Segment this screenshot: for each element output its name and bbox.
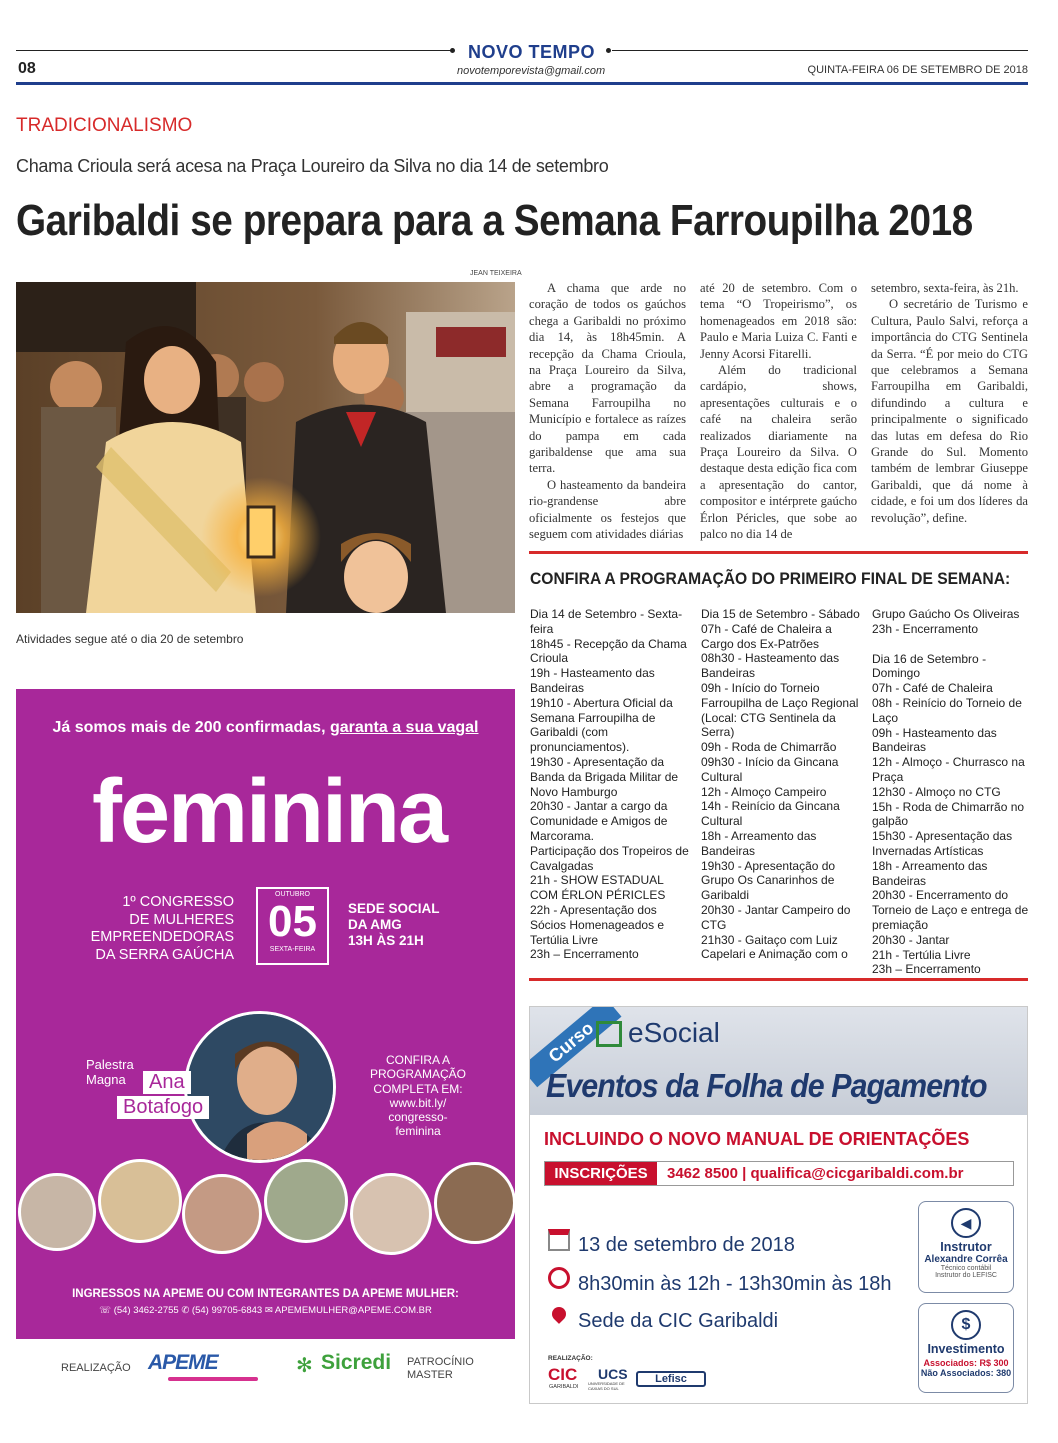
date-day: 05 bbox=[268, 897, 317, 946]
program-item: Participação dos Tropeiros de Cavalgadas bbox=[530, 843, 689, 873]
event-date: 13 de setembro de 2018 bbox=[578, 1234, 795, 1256]
program-column-1 bbox=[530, 607, 690, 962]
program-item: 23h – Encerramento bbox=[530, 947, 639, 962]
inscricoes-bar[interactable] bbox=[544, 1161, 1014, 1186]
program-item: 18h - Arreamento das Bandeiras bbox=[701, 828, 817, 858]
program-item: 15h - Roda de Chimarrão no galpão bbox=[872, 799, 1025, 829]
feminina-ad[interactable] bbox=[16, 689, 515, 1339]
phone-icon: ☏ bbox=[99, 1305, 112, 1316]
program-spacer bbox=[872, 637, 1032, 652]
url-line: congresso- bbox=[388, 1110, 448, 1125]
congress-line: DE MULHERES bbox=[129, 911, 234, 928]
instrutor-card bbox=[918, 1201, 1014, 1293]
dollar-icon: $ bbox=[951, 1310, 981, 1340]
program-top-rule bbox=[529, 551, 1028, 554]
cic-logo-sub: GARIBALDI bbox=[549, 1384, 579, 1390]
location-icon bbox=[549, 1304, 569, 1324]
program-item: 14h - Reinício da Gincana Cultural bbox=[701, 799, 840, 829]
ad-title: Eventos da Folha de Pagamento bbox=[546, 1067, 987, 1104]
article-column-3 bbox=[871, 280, 1028, 526]
cic-logo: CIC bbox=[548, 1365, 578, 1384]
curso-ribbon: Curso bbox=[529, 1006, 621, 1087]
date-month: OUTUBRO bbox=[275, 891, 310, 898]
program-item: 19h - Hasteamento das Bandeiras bbox=[530, 666, 655, 695]
event-url[interactable] bbox=[366, 1096, 470, 1139]
article-headline: Garibaldi se prepara para a Semana Farroupilha 2018 bbox=[16, 196, 973, 245]
ad-top-lead: Já somos mais de 200 confirmadas, bbox=[52, 719, 326, 736]
program-item: 20h30 - Jantar bbox=[872, 932, 950, 947]
program-item: 21h - SHOW ESTADUAL COM ÉRLON PÉRICLES bbox=[530, 873, 666, 903]
inscricoes-label: INSCRIÇÕES bbox=[545, 1162, 657, 1185]
confira-line: CONFIRA A bbox=[385, 1053, 450, 1067]
congress-line: DA SERRA GAÚCHA bbox=[95, 946, 234, 963]
program-item: 20h30 - Jantar Campeiro do CTG bbox=[701, 902, 851, 932]
venue-line: SEDE SOCIAL bbox=[348, 901, 440, 916]
instrutor-name: Alexandre Corrêa bbox=[924, 1254, 1008, 1265]
article-subtitle: Chama Crioula será acesa na Praça Loureiro da Silva no dia 14 de setembro bbox=[16, 156, 609, 176]
ucs-logo-sub: UNIVERSIDADE DE CAXIAS DO SUL bbox=[588, 1381, 625, 1391]
venue-lines bbox=[348, 901, 440, 949]
article-column-1 bbox=[529, 280, 686, 543]
ad-top-text bbox=[16, 719, 515, 737]
palestra-label: Palestra Magna bbox=[86, 1057, 134, 1087]
program-item: 18h - Arreamento das Bandeiras bbox=[872, 858, 988, 888]
program-item: 19h30 - Apresentação da Banda da Brigada Militar de Novo Hamburgo bbox=[530, 754, 679, 799]
speaker-photo bbox=[184, 1011, 336, 1163]
mail-icon: ✉ bbox=[264, 1305, 273, 1316]
event-time: 8h30min às 12h - 13h30min às 18h bbox=[578, 1273, 892, 1295]
url-line: feminina bbox=[395, 1124, 441, 1139]
program-item: 22h - Apresentação dos Sócios Homenageados e Tertúlia Livre bbox=[530, 902, 665, 947]
section-tag: TRADICIONALISMO bbox=[16, 115, 193, 136]
program-item: 09h - Início do Torneio Farroupilha de Laço Regional (Local: CTG Sentinela da Serra) bbox=[701, 680, 859, 740]
congress-line: 1º CONGRESSO bbox=[122, 894, 234, 910]
header-dot-right bbox=[606, 48, 611, 53]
program-item: 15h30 - Apresentação das Invernadas Artísticas bbox=[872, 829, 1013, 858]
speaker-icon: ◀ bbox=[951, 1208, 981, 1238]
invest-assoc: Associados: R$ 300 bbox=[923, 1358, 1009, 1368]
header-rule-left bbox=[16, 50, 452, 51]
newspaper-brand[interactable]: NOVO TEMPO bbox=[468, 42, 596, 62]
instrutor-role: Técnico contábil bbox=[940, 1265, 992, 1272]
program-item: 19h10 - Abertura Oficial da Semana Farroupilha de Garibaldi (com pronunciamentos). bbox=[530, 695, 673, 755]
program-item: 12h - Almoço Campeiro bbox=[701, 784, 827, 799]
feminina-title: feminina bbox=[92, 762, 447, 862]
program-item: 20h30 - Encerramento do Torneio de Laço e entrega de premiação bbox=[872, 888, 1029, 932]
page-number: 08 bbox=[18, 60, 36, 77]
lefisc-logo: Lefisc bbox=[636, 1371, 706, 1387]
header-bar bbox=[16, 82, 1028, 85]
header-dot-left bbox=[450, 48, 455, 53]
portrait bbox=[182, 1174, 262, 1254]
article-column-2 bbox=[700, 280, 857, 543]
phone-2[interactable]: (54) 99705-6843 bbox=[191, 1305, 263, 1316]
ucs-logo: UCS bbox=[598, 1366, 628, 1382]
program-column-2 bbox=[701, 607, 861, 962]
venue-line: DA AMG bbox=[348, 917, 402, 932]
newspaper-email[interactable]: novotemporevista@gmail.com bbox=[457, 65, 606, 77]
ad-subtitle: INCLUINDO O NOVO MANUAL DE ORIENTAÇÕES bbox=[544, 1129, 970, 1149]
instrutor-role: Instrutor do LEFISC bbox=[935, 1272, 997, 1279]
invest-label: Investimento bbox=[927, 1342, 1005, 1356]
inscricoes-contact: 3462 8500 | qualifica@cicgaribaldi.com.br bbox=[667, 1165, 964, 1182]
paragraph: O secretário de Turismo e Cultura, Paulo Salvi, reforça a importância do CTG Sentinela da Serra. “É por meio do CTG que celebramos a Semana Farroupilha em Garibaldi, difundindo a cultura e principalmente o significado das lutas em defesa do Rio Grande do Sul. Momento também de lembrar Giuseppe Garibaldi, que dá nome à cidade, e foi um dos líderes da revolução”, define. bbox=[871, 297, 1028, 525]
phone-1[interactable]: (54) 3462-2755 bbox=[113, 1305, 179, 1316]
program-item: 21h - Tertúlia Livre bbox=[872, 947, 971, 962]
patrocinio-label: PATROCÍNIO MASTER bbox=[407, 1356, 474, 1381]
program-item: 12h - Almoço - Churrasco na Praça bbox=[872, 755, 1025, 784]
apeme-swoosh bbox=[168, 1377, 258, 1381]
photo-credit: JEAN TEIXEIRA bbox=[470, 270, 522, 277]
portrait bbox=[264, 1159, 348, 1243]
esocial-logo: eSocial bbox=[628, 1017, 720, 1048]
program-item: 07h - Café de Chaleira a Cargo dos Ex-Patrões bbox=[701, 621, 832, 651]
program-item: Dia 15 de Setembro - Sábado bbox=[701, 607, 860, 621]
invest-nao-assoc: Não Associados: 380 bbox=[920, 1368, 1012, 1378]
date-weekday: SEXTA-FEIRA bbox=[269, 946, 316, 953]
congress-lines bbox=[56, 894, 234, 964]
article-photo bbox=[16, 282, 515, 613]
realizacao-label: REALIZAÇÃO: bbox=[548, 1355, 593, 1362]
paragraph: setembro, sexta-feira, às 21h. bbox=[871, 281, 1019, 295]
program-item: 09h - Roda de Chimarrão bbox=[701, 740, 837, 755]
speaker-last-name: Botafogo bbox=[117, 1096, 209, 1119]
confira-line: PROGRAMAÇÃO bbox=[369, 1067, 466, 1082]
program-item: 21h30 - Gaitaço com Luiz Capelari e Animação com o bbox=[701, 932, 848, 962]
program-item: 08h - Reinício do Torneio de Laço bbox=[872, 695, 1022, 725]
paragraph: A chama que arde no coração de todos os gaúchos chega a Garibaldi no próximo dia 14, às 18h45min. A recepção da Chama Crioula, na Praça Loureiro da Silva, abre a programação da Semana Farroupilha no Município e fortalece as raízes do pampa em cada garibaldense que ama sua terra. bbox=[529, 281, 686, 476]
program-column-3 bbox=[872, 607, 1032, 977]
clock-icon bbox=[548, 1267, 570, 1289]
feminina-sponsors bbox=[16, 1339, 515, 1405]
program-item: 09h30 - Início da Gincana Cultural bbox=[701, 754, 839, 784]
realizacao-label: REALIZAÇÃO bbox=[61, 1362, 131, 1374]
program-item: 07h - Café de Chaleira bbox=[872, 681, 993, 696]
url-line: www.bit.ly/ bbox=[389, 1095, 447, 1110]
instrutor-label: Instrutor bbox=[940, 1240, 992, 1254]
apeme-logo: APEME bbox=[148, 1351, 218, 1374]
speaker-first-name: Ana bbox=[143, 1071, 191, 1094]
esocial-logo-icon bbox=[596, 1021, 622, 1047]
paragraph: O hasteamento da bandeira rio-grandense abre oficialmente os festejos que seguem com atividades diárias bbox=[529, 477, 686, 542]
date-badge bbox=[256, 887, 329, 965]
program-item: Grupo Gaúcho Os Oliveiras bbox=[872, 607, 1020, 621]
edition-date: QUINTA-FEIRA 06 DE SETEMBRO DE 2018 bbox=[807, 64, 1028, 76]
program-item: 23h - Encerramento bbox=[872, 621, 979, 636]
congress-line: EMPREENDEDORAS bbox=[90, 929, 234, 945]
portrait bbox=[98, 1159, 182, 1243]
program-item: 08h30 - Hasteamento das Bandeiras bbox=[701, 651, 840, 681]
sicredi-logo: Sicredi bbox=[321, 1351, 392, 1374]
program-bottom-rule bbox=[529, 978, 1028, 981]
confira-block bbox=[366, 1053, 470, 1139]
program-item: 09h - Hasteamento das Bandeiras bbox=[872, 725, 997, 755]
header-rule-right bbox=[612, 50, 1028, 51]
portrait bbox=[18, 1173, 96, 1251]
portrait bbox=[434, 1162, 515, 1244]
paragraph: até 20 de setembro. Com o tema “O Tropeirismo”, os homenageados em 2018 são: Paulo e Maria Luiza C. Fanti e Jenny Acorsi Fitarelli. bbox=[700, 281, 857, 361]
program-item: 18h45 - Recepção da Chama Crioula bbox=[530, 636, 687, 666]
esocial-ad[interactable] bbox=[529, 1006, 1028, 1404]
program-item: 19h30 - Apresentação do Grupo Os Canarinhos de Garibaldi bbox=[701, 858, 836, 903]
program-item: Dia 16 de Setembro - Domingo bbox=[872, 651, 987, 681]
confira-line: COMPLETA EM: bbox=[373, 1081, 463, 1096]
venue-line: 13H ÀS 21H bbox=[348, 933, 424, 948]
sicredi-icon: ✻ bbox=[296, 1355, 313, 1377]
program-item: Dia 14 de Setembro - Sexta-feira bbox=[530, 607, 683, 636]
portrait bbox=[350, 1173, 432, 1255]
program-item: 23h – Encerramento bbox=[872, 962, 981, 977]
ad-email[interactable]: APEMEMULHER@APEME.COM.BR bbox=[274, 1305, 432, 1316]
contact-line bbox=[16, 1305, 515, 1316]
tickets-info: INGRESSOS NA APEME OU COM INTEGRANTES DA APEME MULHER: bbox=[72, 1288, 459, 1300]
program-item: 12h30 - Almoço no CTG bbox=[872, 784, 1001, 799]
register-link[interactable]: garanta a sua vagal bbox=[329, 719, 479, 736]
program-title: CONFIRA A PROGRAMAÇÃO DO PRIMEIRO FINAL DE SEMANA: bbox=[530, 569, 1011, 588]
program-item: 20h30 - Jantar a cargo da Comunidade e Amigos de Marcorama. bbox=[530, 799, 668, 843]
whatsapp-icon: ✆ bbox=[181, 1305, 190, 1316]
photo-caption: Atividades segue até o dia 20 de setembro bbox=[16, 632, 244, 646]
paragraph: Além do tradicional cardápio, shows, apresentações culturais e o café na chaleira serão realizados diariamente na Praça Loureiro da Silva. O destaque desta edição fica com a apresentação do cantor, compositor e intérprete gaúcho Érlon Péricles, que sobe ao palco no dia 14 de bbox=[700, 363, 857, 542]
event-place: Sede da CIC Garibaldi bbox=[578, 1310, 779, 1332]
calendar-icon bbox=[548, 1229, 570, 1251]
investimento-card bbox=[918, 1303, 1014, 1393]
